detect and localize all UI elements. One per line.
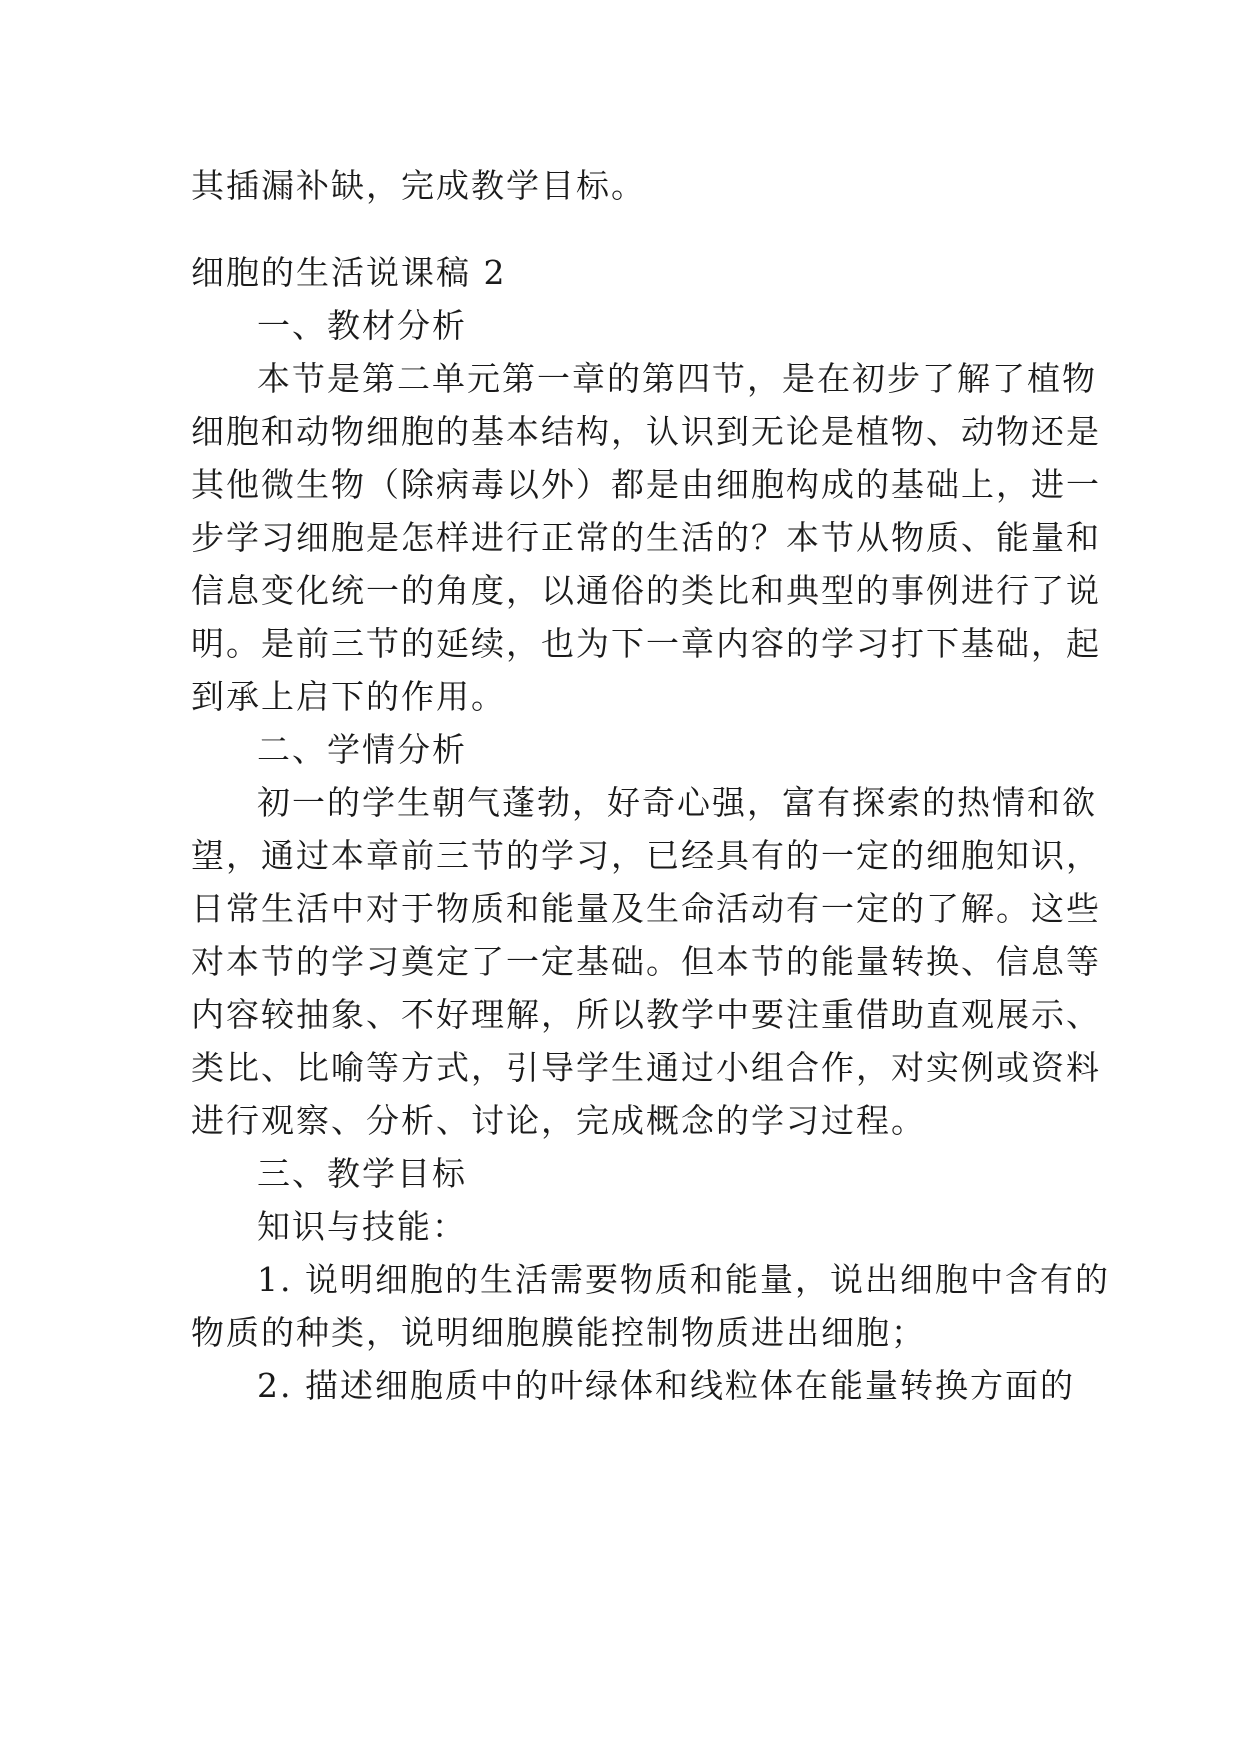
paragraph-line: 到承上启下的作用。 <box>191 677 506 716</box>
paragraph-line: 本节是第二单元第一章的第四节，是在初步了解了植物 <box>257 359 1097 398</box>
list-item-line: 2. 描述细胞质中的叶绿体和线粒体在能量转换方面的 <box>257 1366 1075 1405</box>
paragraph-line: 进行观察、分析、讨论，完成概念的学习过程。 <box>191 1101 926 1140</box>
paragraph-line: 内容较抽象、不好理解，所以教学中要注重借助直观展示、 <box>191 995 1101 1034</box>
paragraph-line: 其插漏补缺，完成教学目标。 <box>191 166 646 205</box>
paragraph-line: 细胞和动物细胞的基本结构，认识到无论是植物、动物还是 <box>191 412 1101 451</box>
paragraph-line: 望，通过本章前三节的学习，已经具有的一定的细胞知识， <box>191 836 1101 875</box>
heading-teaching-objectives: 三、教学目标 <box>257 1154 467 1193</box>
paragraph-line: 类比、比喻等方式，引导学生通过小组合作，对实例或资料 <box>191 1048 1101 1087</box>
paragraph-line: 其他微生物（除病毒以外）都是由细胞构成的基础上，进一 <box>191 465 1101 504</box>
list-item-line: 物质的种类，说明细胞膜能控制物质进出细胞； <box>191 1313 926 1352</box>
subheading-knowledge-skills: 知识与技能： <box>257 1207 467 1246</box>
section-title: 细胞的生活说课稿 2 <box>191 253 507 292</box>
paragraph-line: 对本节的学习奠定了一定基础。但本节的能量转换、信息等 <box>191 942 1101 981</box>
paragraph-line: 信息变化统一的角度，以通俗的类比和典型的事例进行了说 <box>191 571 1101 610</box>
paragraph-line: 日常生活中对于物质和能量及生命活动有一定的了解。这些 <box>191 889 1101 928</box>
paragraph-line: 初一的学生朝气蓬勃，好奇心强，富有探索的热情和欲 <box>257 783 1097 822</box>
paragraph-line: 步学习细胞是怎样进行正常的生活的？本节从物质、能量和 <box>191 518 1101 557</box>
heading-learner-analysis: 二、学情分析 <box>257 730 467 769</box>
paragraph-line: 明。是前三节的延续，也为下一章内容的学习打下基础，起 <box>191 624 1101 663</box>
heading-teaching-material-analysis: 一、教材分析 <box>257 306 467 345</box>
list-item-line: 1. 说明细胞的生活需要物质和能量，说出细胞中含有的 <box>257 1260 1110 1299</box>
